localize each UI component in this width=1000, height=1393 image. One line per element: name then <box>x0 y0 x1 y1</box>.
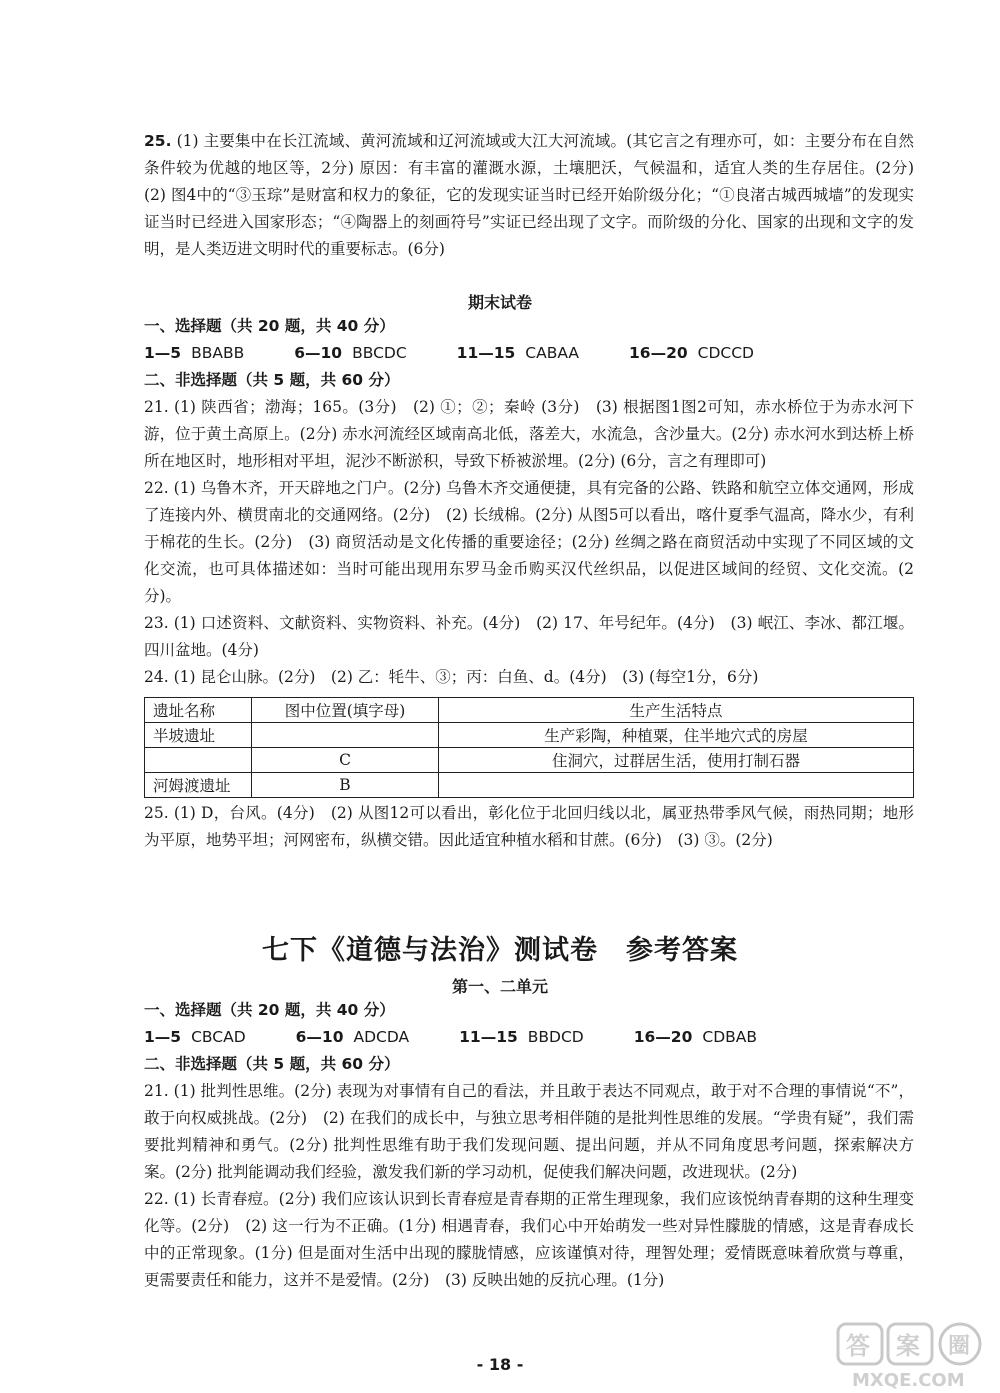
table-cell <box>252 723 439 748</box>
final-q21: 21. (1) 陕西省；渤海；165。(3分) (2) ①；②；秦岭 (3分) (3) 根据图1图2可知，赤水桥位于为赤水河下游，位于黄土高原上。(2分) 赤水河流经区域南高北低，落差大，水流急，含沙量大。(2分) 赤水河水到达桥上桥所在地区时，地形相对平坦，泥沙不断淤积，导致下桥被淤埋。(2分) (6分，言之有理即可) <box>144 398 914 470</box>
page-number: - 18 - <box>476 1355 524 1374</box>
ethics-nonmc-heading: 二、非选择题（共 5 题，共 60 分） <box>144 1055 400 1073</box>
ethics-section <box>144 997 914 1294</box>
final-nonmc-heading: 二、非选择题（共 5 题，共 60 分） <box>144 371 400 389</box>
svg-text:答: 答 <box>846 1332 870 1360</box>
ethics-mc-answers: 1—5 CBCAD 6—10 ADCDA 11—15 BBDCD 16—20 CDBAB <box>144 1028 758 1046</box>
final-exam-section <box>144 313 914 691</box>
final-q25-block <box>144 800 914 854</box>
table-cell: 住洞穴，过群居生活，使用打制石器 <box>439 748 914 773</box>
table-cell: 河姆渡遗址 <box>145 773 252 798</box>
site-table <box>144 697 914 798</box>
watermark-logo-icon <box>830 1320 990 1390</box>
table-cell: 半坡遗址 <box>145 723 252 748</box>
table-header-row <box>145 698 914 723</box>
table-row <box>145 723 914 748</box>
final-mc-answers: 1—5 BBABB 6—10 BBCDC 11—15 CABAA 16—20 CDCCD <box>144 344 754 362</box>
table-cell: B <box>252 773 439 798</box>
ethics-mc-heading: 一、选择题（共 20 题，共 40 分） <box>144 1001 395 1019</box>
table-header-cell: 遗址名称 <box>145 698 252 723</box>
final-q25: 25. (1) D，台风。(4分) (2) 从图12可以看出，彰化位于北回归线以北，属亚热带季风气候，雨热同期；地形为平原，地势平坦；河网密布，纵横交错。因此适宜种植水稻和甘蔗。(6分) (3) ③。(2分) <box>144 804 914 849</box>
table-row <box>145 773 914 798</box>
ethics-q21: 21. (1) 批判性思维。(2分) 表现为对事情有自己的看法，并且敢于表达不同观点，敢于对不合理的事情说“不”，敢于向权威挑战。(2分) (2) 在我们的成长中，与独立思考相伴随的是批判性思维的发展。“学贵有疑”，我们需要批判精神和勇气。(2分) 批判性思维有助于我们发现问题、提出问题，并从不同角度思考问题，探索解决方案。(2分) 批判能调动我们经验，激发我们新的学习动机，促使我们解决问题，改进现状。(2分) <box>144 1082 914 1181</box>
final-q22: 22. (1) 乌鲁木齐，开天辟地之门户。(2分) 乌鲁木齐交通便捷，具有完备的公路、铁路和航空立体交通网，形成了连接内外、横贯南北的交通网络。(2分) (2) 长绒棉。(2分) 从图5可以看出，喀什夏季气温高，降水少，有利于棉花的生长。(2分) (3) 商贸活动是文化传播的重要途径；(2分) 丝绸之路在商贸活动中实现了不同区域的文化交流，也可具体描述如：当时可能出现用东罗马金币购买汉代丝织品，以促进区域间的经贸、文化交流。(2分)。 <box>144 479 914 605</box>
geo-q25-text: 25. (1) 主要集中在长江流域、黄河流域和辽河流域或大江大河流域。(其它言之有理亦可，如：主要分布在自然条件较为优越的地区等，2分) 原因：有丰富的灌溉水源，土壤肥沃，气候温和，适宜人类的生存居住。(2分) (2) 图4中的“③玉琮”是财富和权力的象征，它的发现实证当时已经开始阶级分化；“①良渚古城西城墙”的发现实证当时已经进入国家形态；“④陶器上的刻画符号”实证已经出现了文字。而阶级的分化、国家的出现和文字的发明，是人类迈进文明时代的重要标志。(6分) <box>144 132 930 258</box>
final-q24: 24. (1) 昆仑山脉。(2分) (2) 乙：牦牛、③；丙：白鱼、d。(4分) (3) (每空1分，6分) <box>144 668 759 686</box>
final-exam-title: 期末试卷 <box>467 293 532 312</box>
ethics-unit-title: 第一、二单元 <box>451 977 548 996</box>
final-q23: 23. (1) 口述资料、文献资料、实物资料、补充。(4分) (2) 17、年号纪年。(4分) (3) 岷江、李冰、都江堰。四川盆地。(4分) <box>144 614 914 659</box>
svg-text:MXQE.COM: MXQE.COM <box>852 1370 965 1390</box>
geo-q25 <box>144 128 930 263</box>
table-header-cell: 图中位置(填字母) <box>252 698 439 723</box>
table-cell <box>439 773 914 798</box>
svg-text:案: 案 <box>896 1332 920 1360</box>
table-cell: C <box>252 748 439 773</box>
svg-text:圈: 圈 <box>948 1334 971 1359</box>
ethics-q22: 22. (1) 长青春痘。(2分) 我们应该认识到长青春痘是青春期的正常生理现象，我们应该悦纳青春期的这种生理变化等。(2分) (2) 这一行为不正确。(1分) 相遇青春，我们心中开始萌发一些对异性朦胧的情感，这是青春成长中的正常现象。(1分) 但是面对生活中出现的朦胧情感，应该谨慎对待，理智处理；爱情既意味着欣赏与尊重，更需要责任和能力，这并不是爱情。(2分) (3) 反映出她的反抗心理。(1分) <box>144 1190 914 1289</box>
table-cell: 生产彩陶，种植粟，住半地穴式的房屋 <box>439 723 914 748</box>
table-header-cell: 生产生活特点 <box>439 698 914 723</box>
table-cell <box>145 748 252 773</box>
ethics-title: 七下《道德与法治》测试卷 参考答案 <box>262 935 738 966</box>
final-mc-heading: 一、选择题（共 20 题，共 40 分） <box>144 317 395 335</box>
table-row <box>145 748 914 773</box>
